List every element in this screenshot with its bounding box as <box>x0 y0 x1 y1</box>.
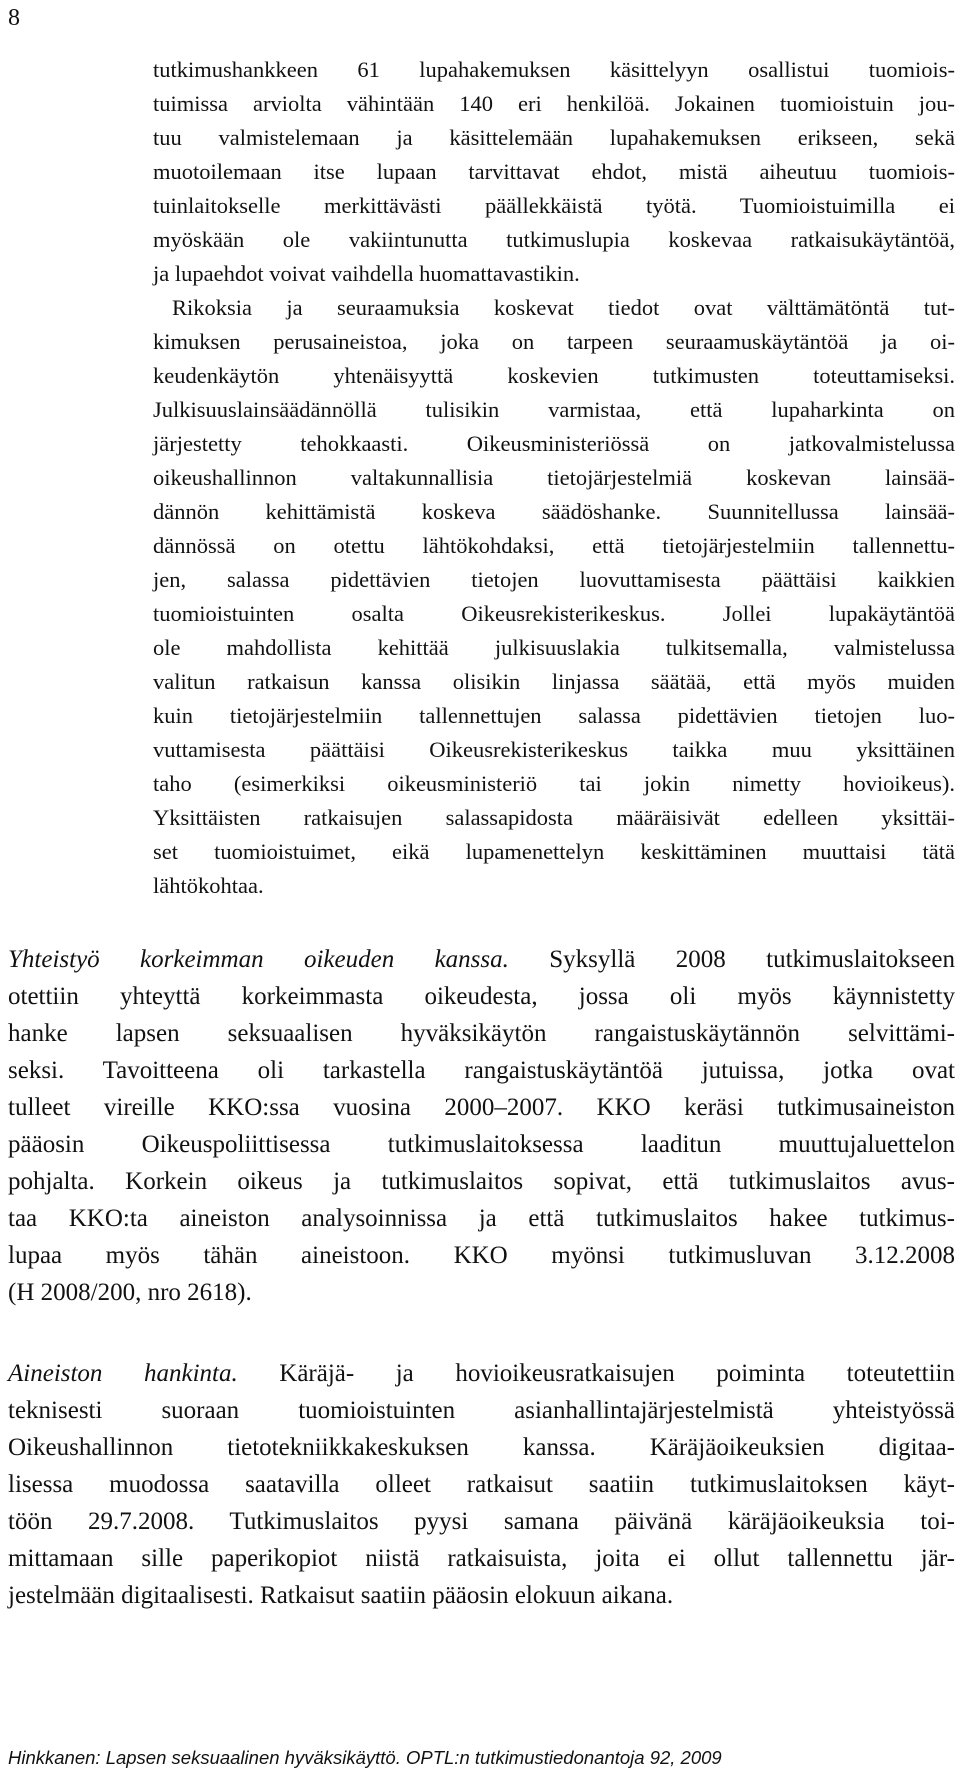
text-line: seksi. Tavoitteena oli tarkastella rangaistuskäytäntöä jutuissa, jotka ovat <box>8 1057 955 1084</box>
text-line: taa KKO:ta aineiston analysoinnissa ja että tutkimuslaitos hakee tutkimus- <box>8 1205 955 1232</box>
text-line: pääosin Oikeuspoliittisessa tutkimuslaitoksessa laaditun muuttujaluettelon <box>8 1131 955 1158</box>
text-line: kuin tietojärjestelmiin tallennettujen salassa pidettävien tietojen luo- <box>153 703 955 728</box>
text-line: (H 2008/200, nro 2618). <box>8 1279 252 1306</box>
text-line: tutkimushankkeen 61 lupahakemuksen käsittelyyn osallistui tuomiois- <box>153 57 955 82</box>
text-line: myöskään ole vakiintunutta tutkimuslupia koskevaa ratkaisukäytäntöä, <box>153 227 955 252</box>
text-line: kimuksen perusaineistoa, joka on tarpeen seuraamuskäytäntöä ja oi- <box>153 329 955 354</box>
text-line: otettiin yhteyttä korkeimmasta oikeudesta, jossa oli myös käynnistetty <box>8 983 955 1010</box>
text-line: hanke lapsen seksuaalisen hyväksikäytön rangaistuskäytännön selvittämi- <box>8 1020 955 1047</box>
text-line: mittamaan sille paperikopiot niistä ratkaisuista, joita ei ollut tallennettu jär- <box>8 1545 955 1572</box>
text-line: oikeushallinnon valtakunnallisia tietojärjestelmiä koskevan lainsää- <box>153 465 955 490</box>
text-line: Yksittäisten ratkaisujen salassapidosta määräisivät edelleen yksittäi- <box>153 805 955 830</box>
text-line: lisessa muodossa saatavilla olleet ratkaisut saatiin tutkimuslaitoksen käyt- <box>8 1471 955 1498</box>
text-line: tuinlaitokselle merkittävästi päällekkäistä työtä. Tuomioistuimilla ei <box>153 193 955 218</box>
text-span: Syksyllä 2008 tutkimuslaitokseen <box>508 946 955 973</box>
text-line: töön 29.7.2008. Tutkimuslaitos pyysi samana päivänä käräjäoikeuksia toi- <box>8 1508 955 1535</box>
text-line: valitun ratkaisun kanssa olisikin linjassa säätää, että myös muiden <box>153 669 955 694</box>
section-heading: Yhteistyö korkeimman oikeuden kanssa. <box>8 946 509 973</box>
text-line: taho (esimerkiksi oikeusministeriö tai jokin nimetty hovioikeus). <box>153 771 955 796</box>
page-footer: Hinkkanen: Lapsen seksuaalinen hyväksikäyttö. OPTL:n tutkimustiedonantoja 92, 2009 <box>8 1747 722 1768</box>
text-line: vuttamisesta päättäisi Oikeusrekisterikeskus taikka muu yksittäinen <box>153 737 955 762</box>
text-line: Rikoksia ja seuraamuksia koskevat tiedot ovat välttämätöntä tut- <box>172 295 955 320</box>
text-line: dännön kehittämistä koskeva säädöshanke. Suunnitellussa lainsää- <box>153 499 955 524</box>
text-line: pohjalta. Korkein oikeus ja tutkimuslaitos sopivat, että tutkimuslaitos avus- <box>8 1168 955 1195</box>
text-line: tuimissa arviolta vähintään 140 eri henkilöä. Jokainen tuomioistuin jou- <box>153 91 955 116</box>
text-span: Käräjä- ja hovioikeusratkaisujen poiminta toteutettiin <box>237 1360 955 1387</box>
text-line: muotoilemaan itse lupaan tarvittavat ehdot, mistä aiheutuu tuomiois- <box>153 159 955 184</box>
section-heading: Aineiston hankinta. <box>8 1360 238 1387</box>
text-line: jen, salassa pidettävien tietojen luovuttamisesta päättäisi kaikkien <box>153 567 955 592</box>
text-line: tuomioistuinten osalta Oikeusrekisterikeskus. Jollei lupakäytäntöä <box>153 601 955 626</box>
text-line: jestelmään digitaalisesti. Ratkaisut saatiin pääosin elokuun aikana. <box>8 1582 674 1609</box>
text-line: Julkisuuslainsäädännöllä tulisikin varmistaa, että lupaharkinta on <box>153 397 955 422</box>
text-line: ole mahdollista kehittää julkisuuslakia tulkitsemalla, valmistelussa <box>153 635 955 660</box>
text-line: lupaa myös tähän aineistoon. KKO myönsi tutkimusluvan 3.12.2008 <box>8 1242 955 1269</box>
text-line: järjestetty tehokkaasti. Oikeusministeriössä on jatkovalmistelussa <box>153 431 955 456</box>
text-line: dännössä on otettu lähtökohdaksi, että tietojärjestelmiin tallennettu- <box>153 533 955 558</box>
text-line: tulleet vireille KKO:ssa vuosina 2000–2007. KKO keräsi tutkimusaineiston <box>8 1094 955 1121</box>
page-number: 8 <box>8 5 20 31</box>
text-line <box>8 944 955 976</box>
text-line: tuu valmistelemaan ja käsittelemään lupahakemuksen erikseen, sekä <box>153 125 955 150</box>
text-line: ja lupaehdot voivat vaihdella huomattavastikin. <box>153 261 580 286</box>
text-line: lähtökohtaa. <box>153 873 264 898</box>
text-line: set tuomioistuimet, eikä lupamenettelyn keskittäminen muuttaisi tätä <box>153 839 955 864</box>
text-line: Oikeushallinnon tietotekniikkakeskuksen kanssa. Käräjäoikeuksien digitaa- <box>8 1434 955 1461</box>
text-line: teknisesti suoraan tuomioistuinten asianhallintajärjestelmistä yhteistyössä <box>8 1397 955 1424</box>
text-line <box>8 1358 955 1390</box>
text-line: keudenkäytön yhtenäisyyttä koskevien tutkimusten toteuttamiseksi. <box>153 363 955 388</box>
